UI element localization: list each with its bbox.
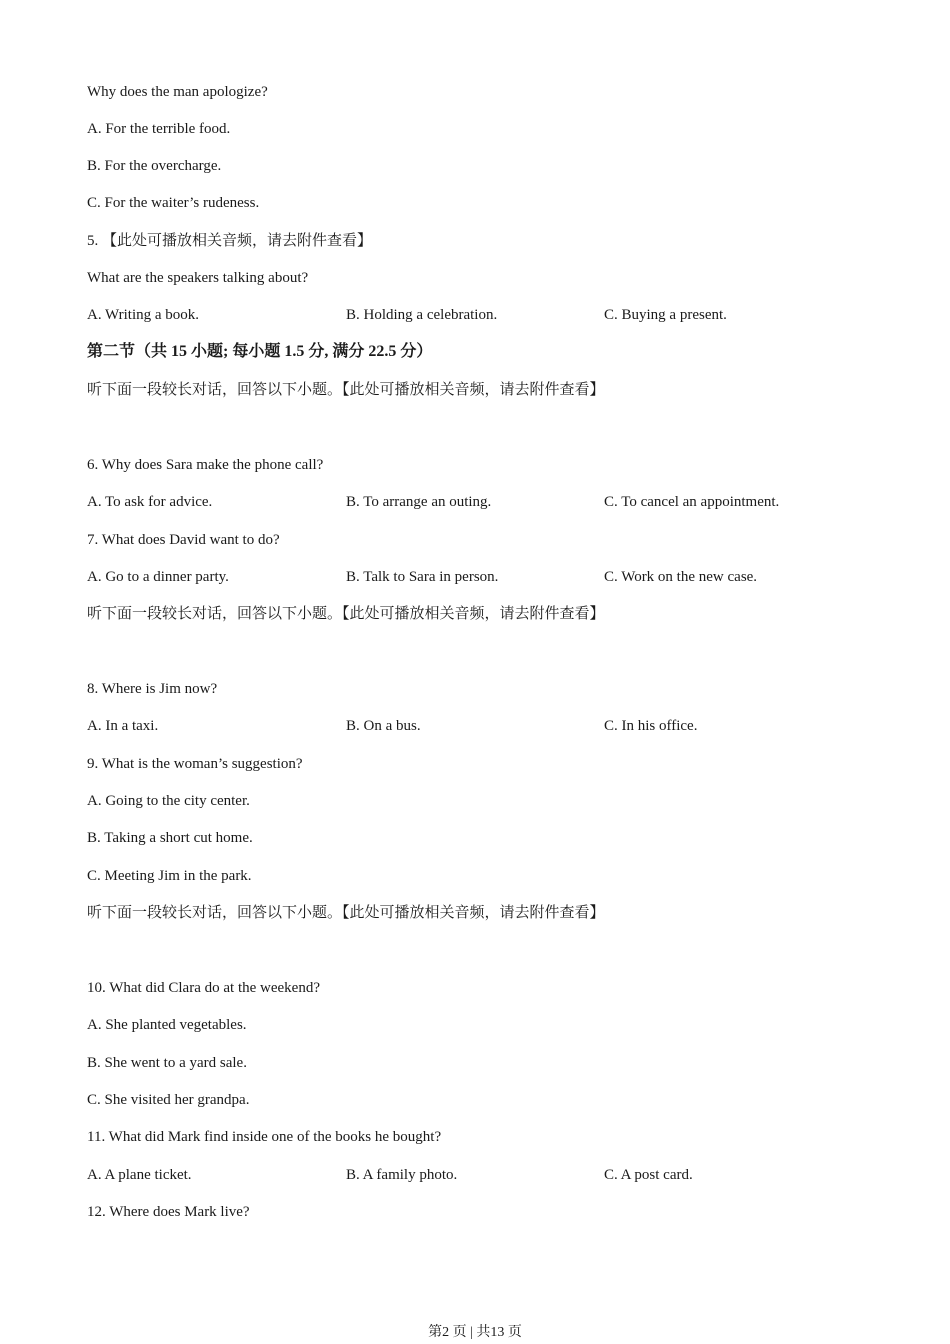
question-4-option-a: A. For the terrible food. xyxy=(87,121,231,137)
question-4-text: Why does the man apologize? xyxy=(87,84,268,100)
question-6-option-c: C. To cancel an appointment. xyxy=(604,494,780,510)
question-5-option-a: A. Writing a book. xyxy=(87,307,200,323)
question-6-option-b: B. To arrange an outing. xyxy=(346,494,492,510)
question-10-text: 10. What did Clara do at the weekend? xyxy=(87,980,320,996)
question-11-option-b: B. A family photo. xyxy=(346,1167,458,1183)
group-3-instruction: 听下面一段较长对话，回答以下小题。【此处可播放相关音频，请去附件查看】 xyxy=(87,905,605,921)
question-9-text: 9. What is the woman’s suggestion? xyxy=(87,756,303,772)
question-7-text: 7. What does David want to do? xyxy=(87,532,280,548)
question-5-text: What are the speakers talking about? xyxy=(87,270,309,286)
question-11-option-a: A. A plane ticket. xyxy=(87,1167,192,1183)
question-12-text: 12. Where does Mark live? xyxy=(87,1204,250,1220)
question-10-option-b: B. She went to a yard sale. xyxy=(87,1055,247,1071)
section-2-heading: 第二节（共 15 小题; 每小题 1.5 分, 满分 22.5 分） xyxy=(87,343,433,360)
question-4-option-c: C. For the waiter’s rudeness. xyxy=(87,195,260,211)
question-10-option-a: A. She planted vegetables. xyxy=(87,1017,247,1033)
group-2-instruction: 听下面一段较长对话，回答以下小题。【此处可播放相关音频，请去附件查看】 xyxy=(87,606,605,622)
question-6-option-a: A. To ask for advice. xyxy=(87,494,213,510)
question-8-option-a: A. In a taxi. xyxy=(87,718,159,734)
page-footer: 第2 页 | 共13 页 xyxy=(428,1325,522,1340)
question-10-option-c: C. She visited her grandpa. xyxy=(87,1092,250,1108)
question-9-option-a: A. Going to the city center. xyxy=(87,793,250,809)
question-8-text: 8. Where is Jim now? xyxy=(87,681,218,697)
question-11-option-c: C. A post card. xyxy=(604,1167,693,1183)
question-4-option-b: B. For the overcharge. xyxy=(87,158,222,174)
question-9-option-c: C. Meeting Jim in the park. xyxy=(87,868,252,884)
question-7-option-a: A. Go to a dinner party. xyxy=(87,569,229,585)
question-8-option-c: C. In his office. xyxy=(604,718,698,734)
question-8-option-b: B. On a bus. xyxy=(346,718,421,734)
question-6-text: 6. Why does Sara make the phone call? xyxy=(87,457,324,473)
question-5-option-c: C. Buying a present. xyxy=(604,307,727,323)
question-7-option-b: B. Talk to Sara in person. xyxy=(346,569,499,585)
question-7-option-c: C. Work on the new case. xyxy=(604,569,758,585)
group-1-instruction: 听下面一段较长对话，回答以下小题。【此处可播放相关音频，请去附件查看】 xyxy=(87,382,605,398)
question-11-text: 11. What did Mark find inside one of the books he bought? xyxy=(87,1129,442,1145)
question-9-option-b: B. Taking a short cut home. xyxy=(87,830,253,846)
question-5-option-b: B. Holding a celebration. xyxy=(346,307,498,323)
question-5-audio-note: 5. 【此处可播放相关音频，请去附件查看】 xyxy=(87,233,373,249)
